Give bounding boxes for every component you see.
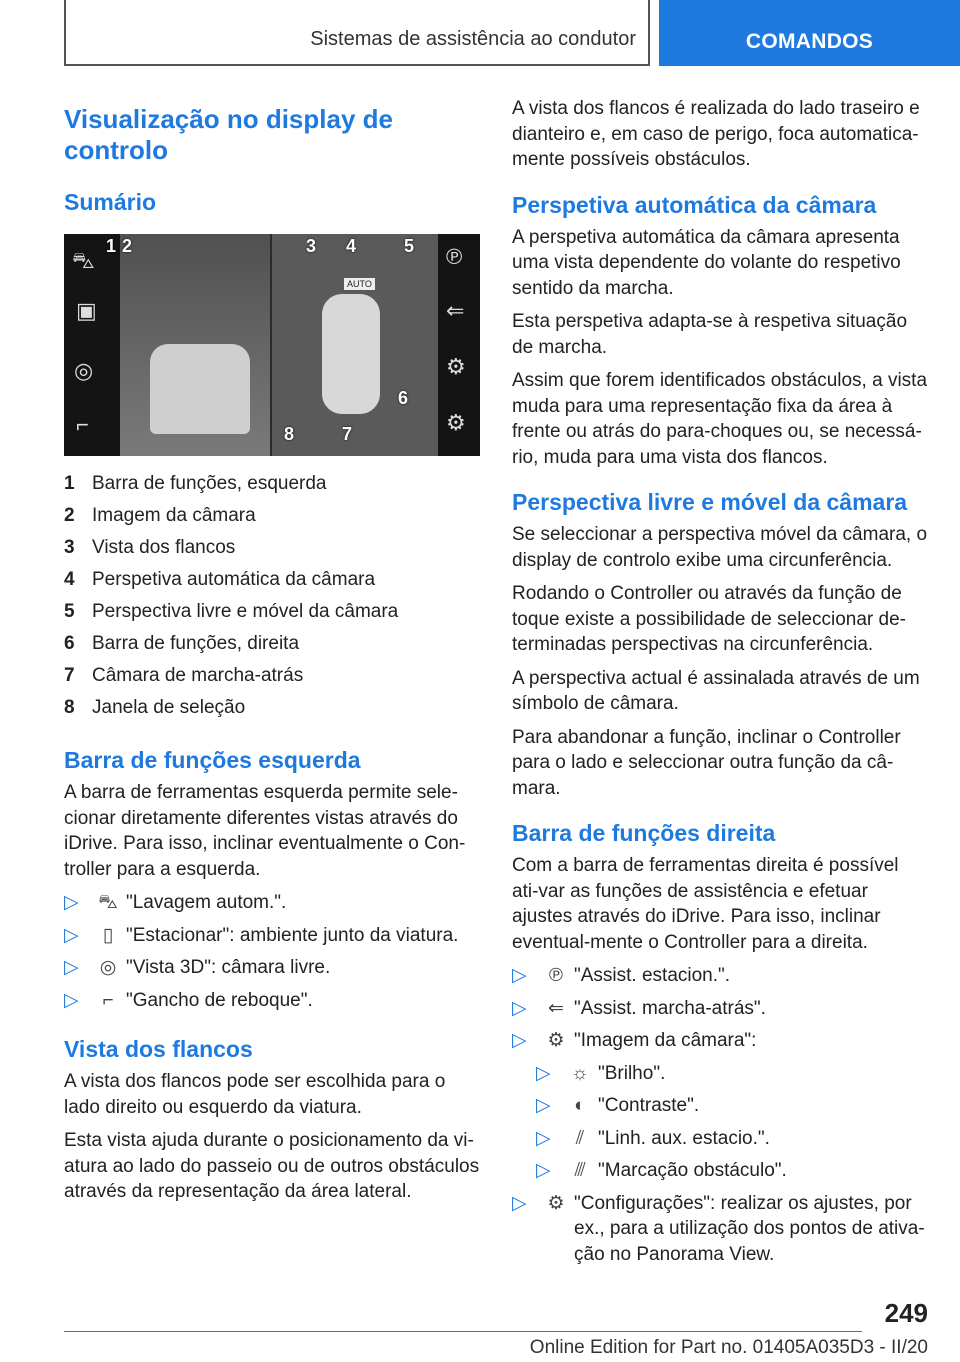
legend-item: 4 Perspetiva automática da câmara [64,569,376,590]
triangle-bullet-icon: ▷ [64,924,79,946]
main-title: Visualização no display de controlo [64,104,393,165]
obstacle-marking-icon: ⫻ [574,1160,586,1181]
figure-number: 8 [284,424,295,444]
gear-icon: ⚙ [446,410,466,435]
triangle-bullet-icon: ▷ [536,1095,551,1116]
legend-item: 7 Câmara de marcha-atrás [64,665,304,686]
list-item: ▷ ⫽ "Linh. aux. estacio.". [512,1126,928,1152]
figure-number: 3 [306,236,317,256]
left-bar-heading: Barra de funções esquerda [64,747,361,773]
free-paragraph: A perspectiva actual é assinalada através de um símbolo de câmara. [512,667,920,714]
triangle-bullet-icon: ▷ [64,989,79,1011]
free-paragraph: Rodando o Controller ou através da função de toque existe a possibilidade de seleccionar de-terminadas perspectivas na circunferência. [512,583,906,655]
tow-hook-icon: ⌐ [76,412,89,437]
figure-left-function-bar [64,234,120,456]
footer-divider [64,1331,862,1332]
triangle-bullet-icon: ▷ [512,965,527,986]
triangle-bullet-icon: ▷ [512,1192,527,1214]
triangle-bullet-icon: ▷ [512,1030,527,1051]
list-item: ▷ ℗ "Assist. estacion.". [512,963,928,989]
list-item: ▷ ⇐ "Assist. marcha-atrás". [512,996,928,1022]
brightness-icon: ☼ [571,1062,589,1084]
camera-settings-icon: ⚙ [446,354,466,379]
page-number: 249 [884,1298,928,1328]
right-column [512,96,928,1274]
figure-number: 2 [122,236,133,256]
section-tab [64,0,650,66]
triangle-bullet-icon: ▷ [64,892,79,913]
right-bar-heading: Barra de funções direita [512,820,776,846]
list-item: ▷ ☼ "Brilho". [512,1061,928,1087]
list-item: ▷ ▯ "Estacionar": ambiente junto da viatura. [64,923,480,949]
auto-badge: AUTO [344,278,375,290]
chapter-tab [659,0,960,66]
free-paragraph: Para abandonar a função, inclinar o Controller para o lado e seleccionar outra função da câ-mara. [512,726,901,799]
triangle-bullet-icon: ▷ [64,957,79,978]
chapter-title: COMANDOS [745,30,874,53]
car-wash-icon: ⛍ [98,892,118,913]
reverse-assist-icon: ⇐ [446,298,465,323]
flanks-heading: Vista dos flancos [64,1036,253,1062]
left-bar-text: A barra de ferramentas esquerda permite sele-cionar diretamente diferentes vistas através do iDrive. Para isso, inclinar eventualmente o Con-troller para a esquerda. [64,782,466,880]
car-wash-icon: ⛍ [72,248,95,273]
intro-paragraph: A vista dos flancos é realizada do lado traseiro e dianteiro e, em caso de perigo, foca automatica-mente possíveis obstáculos. [512,98,920,170]
figure-number: 1 [106,236,117,256]
park-assist-icon: ℗ [446,244,463,269]
triangle-bullet-icon: ▷ [536,1127,551,1149]
camera-display-figure [64,234,480,456]
legend-item: 5 Perspectiva livre e móvel da câmara [64,601,399,622]
right-bar-list [512,963,928,1267]
legend-item: 1 Barra de funções, esquerda [64,473,327,494]
gear-icon: ⚙ [547,1192,565,1214]
figure-right-function-bar [438,234,480,456]
list-item: ▷ ◐ "Contraste". [512,1093,928,1119]
parking-lines-icon: ⫽ [575,1127,585,1149]
view-3d-icon: ◎ [99,957,117,978]
right-bar-text: Com a barra de ferramentas direita é possível ati-var as funções de assistência e efetuar ajustes através do iDrive. Para isso, inclinar eventual-mente o Controller para a direita. [512,855,899,953]
camera-settings-icon: ⚙ [547,1030,565,1051]
legend-item: 2 Imagem da câmara [64,505,256,526]
edition-text: Online Edition for Part no. 01405A035D3 - II/20 [529,1337,928,1358]
figure-car-rear [150,344,250,434]
auto-paragraph: Esta perspetiva adapta-se à respetiva situação de marcha. [512,311,908,358]
parking-icon: ▣ [76,298,97,323]
left-bar-list [64,890,480,1013]
contrast-icon: ◐ [574,1095,586,1116]
legend-item: 8 Janela de seleção [64,697,246,718]
flanks-paragraph: Esta vista ajuda durante o posicionamento da vi-atura ao lado do passeio ou de outros obstáculos através da representação da área lateral. [64,1130,480,1202]
triangle-bullet-icon: ▷ [512,997,527,1019]
list-item: ▷ ◎ "Vista 3D": câmara livre. [64,955,480,981]
view-3d-icon: ◎ [74,358,94,383]
free-perspective-heading: Perspectiva livre e móvel da câmara [512,489,908,515]
page-header [64,0,960,66]
triangle-bullet-icon: ▷ [536,1062,551,1084]
list-item: ▷ ⌐ "Gancho de reboque". [64,988,480,1014]
summary-heading: Sumário [64,189,157,215]
list-item: ▷ ⫻ "Marcação obstáculo". [512,1158,928,1184]
legend-item: 3 Vista dos flancos [64,537,236,558]
figure-number: 5 [404,236,415,256]
parking-icon: ▯ [102,924,114,946]
section-title: Sistemas de assistência ao condutor [310,28,636,50]
figure-legend [64,468,480,724]
figure-number: 7 [342,424,353,444]
reverse-assist-icon: ⇐ [548,997,564,1019]
free-paragraph: Se seleccionar a perspectiva móvel da câmara, o display de controlo exibe uma circunferência. [512,524,928,571]
figure-car-top [322,294,380,414]
flanks-paragraph: A vista dos flancos pode ser escolhida para o lado direito ou esquerdo da viatura. [64,1071,446,1118]
list-item: ▷ ⚙ "Configurações": realizar os ajustes, por ex., para a utilização dos pontos de ativa-ção no Panorama View. [512,1191,928,1268]
list-item: ▷ ⛍ "Lavagem autom.". [64,890,480,916]
legend-item: 6 Barra de funções, direita [64,633,300,654]
left-column [64,96,480,1213]
figure-number: 6 [398,388,409,408]
list-item: ▷ ⚙ "Imagem da câmara": [512,1028,928,1054]
auto-paragraph: Assim que forem identificados obstáculos, a vista muda para uma representação fixa da área à frente ou atrás do para-choques ou, se necessá-rio, muda para uma vista dos flancos. [512,370,928,468]
tow-hook-icon: ⌐ [102,989,114,1011]
auto-perspective-heading: Perspetiva automática da câmara [512,191,877,218]
auto-paragraph: A perspetiva automática da câmara apresenta uma vista dependente do volante do respetivo sentido da marcha. [512,226,901,299]
triangle-bullet-icon: ▷ [536,1160,551,1181]
park-assist-icon: ℗ [549,965,563,986]
figure-number: 4 [346,236,357,256]
